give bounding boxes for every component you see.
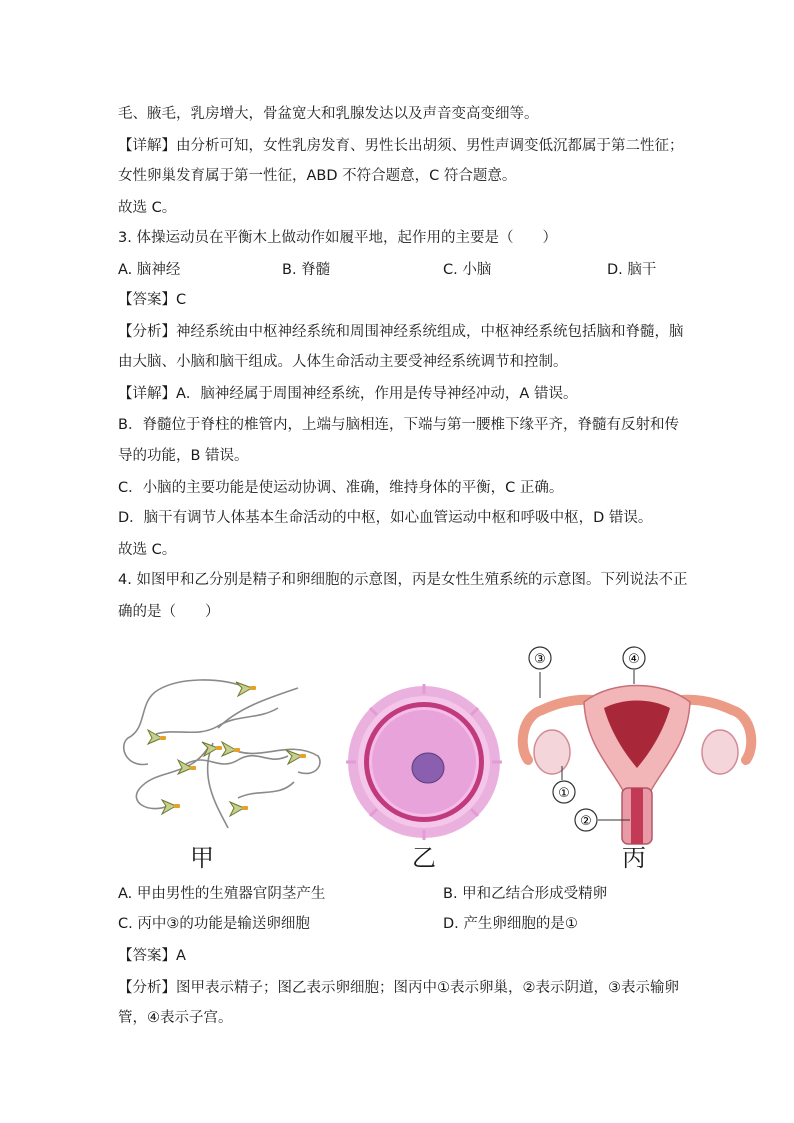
question-4-stem-cont: 确的是（ ） (118, 604, 220, 620)
female-reproductive-system-illustration (512, 636, 762, 848)
q3-analysis-cont: 由大脑、小脑和脑干组成。人体生命活动主要受神经系统调节和控制。 (118, 354, 568, 370)
caption-jia: 甲 (190, 844, 214, 872)
sperm-illustration (118, 668, 328, 838)
q3-option-b: B. 脊髓 (282, 262, 331, 278)
caption-yi: 乙 (412, 844, 436, 872)
sperm-heads-icon (148, 682, 302, 816)
q3-option-a: A. 脑神经 (118, 262, 181, 278)
q3-detail-c: C．小脑的主要功能是使运动协调、准确，维持身体的平衡，C 正确。 (118, 480, 564, 496)
text-line: 故选 C。 (118, 200, 177, 216)
text-line: 毛、腋毛，乳房增大，骨盆宽大和乳腺发达以及声音变高变细等。 (118, 106, 539, 122)
text-line: 【详解】由分析可知，女性乳房发育、男性长出胡须、男性声调变低沉都属于第二性征； (118, 138, 684, 154)
label-3: ③ (534, 652, 546, 667)
q4-analysis-cont: 管，④表示子宫。 (118, 1010, 233, 1026)
label-4: ④ (628, 652, 640, 667)
q3-detail-d: D．脑干有调节人体基本生命活动的中枢，如心血管运动中枢和呼吸中枢，D 错误。 (118, 510, 653, 526)
question-4-stem: 4. 如图甲和乙分别是精子和卵细胞的示意图，丙是女性生殖系统的示意图。下列说法不正 (118, 572, 688, 588)
q4-answer: 【答案】A (118, 948, 186, 964)
q4-option-d: D. 产生卵细胞的是① (443, 916, 578, 932)
q3-answer: 【答案】C (118, 292, 187, 308)
q3-detail-a: 【详解】A．脑神经属于周围神经系统，作用是传导神经冲动，A 错误。 (118, 386, 578, 402)
caption-bing: 丙 (622, 844, 646, 872)
q4-option-c: C. 丙中③的功能是输送卵细胞 (118, 916, 310, 932)
q3-option-c: C. 小脑 (443, 262, 492, 278)
question-3-stem: 3. 体操运动员在平衡木上做动作如履平地，起作用的主要是（ ） (118, 230, 557, 246)
egg-cell-illustration (346, 684, 502, 840)
label-2: ② (580, 814, 592, 829)
q3-detail-b-cont: 导的功能，B 错误。 (118, 448, 249, 464)
q3-analysis: 【分析】神经系统由中枢神经系统和周围神经系统组成，中枢神经系统包括脑和脊髓，脑 (118, 324, 684, 340)
q4-option-b: B. 甲和乙结合形成受精卵 (443, 886, 608, 902)
nucleus (412, 753, 444, 783)
label-1: ① (558, 786, 570, 801)
text-line: 女性卵巢发育属于第一性征，ABD 不符合题意，C 符合题意。 (118, 168, 517, 184)
q3-conclusion: 故选 C。 (118, 542, 177, 558)
q4-analysis: 【分析】图甲表示精子；图乙表示卵细胞；图丙中①表示卵巢，②表示阴道，③表示输卵 (118, 980, 679, 996)
q4-option-a: A. 甲由男性的生殖器官阴茎产生 (118, 886, 326, 902)
q3-detail-b: B．脊髓位于脊柱的椎管内，上端与脑相连，下端与第一腰椎下缘平齐，脊髓有反射和传 (118, 417, 679, 433)
q3-option-d: D. 脑干 (607, 262, 657, 278)
